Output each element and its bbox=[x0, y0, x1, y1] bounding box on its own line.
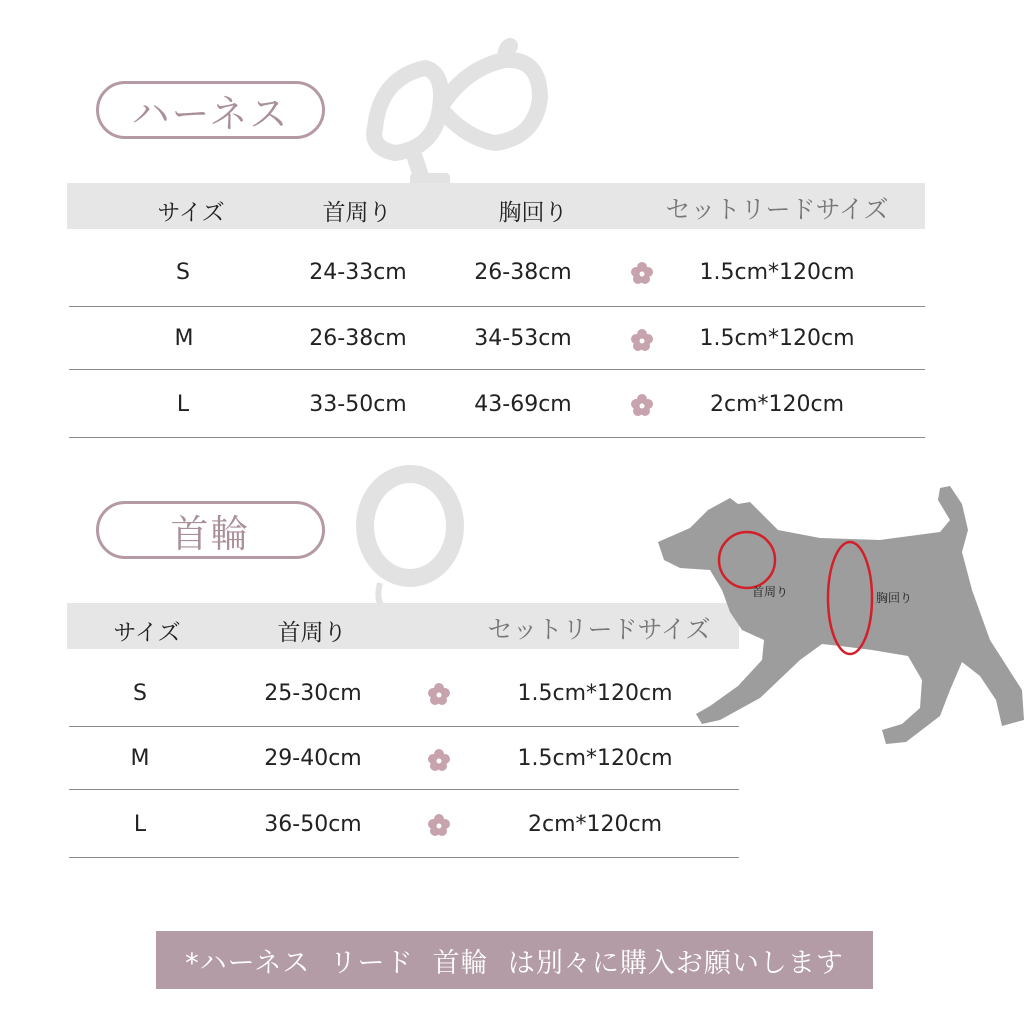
harness-row-s-chest: 26-38cm bbox=[474, 260, 572, 285]
collar-row-l-neck: 36-50cm bbox=[264, 812, 362, 837]
collar-header-neck: 首周り bbox=[277, 620, 347, 646]
harness-row-s-leash: 1.5cm*120cm bbox=[699, 260, 855, 285]
collar-row-s-leash: 1.5cm*120cm bbox=[517, 681, 673, 706]
collar-row-s-neck: 25-30cm bbox=[264, 681, 362, 706]
harness-row-s-neck: 24-33cm bbox=[309, 260, 407, 285]
flower-icon bbox=[629, 260, 655, 286]
harness-header-leash: セットリードサイズ bbox=[665, 195, 889, 224]
harness-row-m-size: M bbox=[174, 326, 194, 351]
flower-icon bbox=[426, 812, 452, 838]
collar-header-size: サイズ bbox=[113, 620, 181, 646]
harness-illustration bbox=[355, 38, 555, 198]
harness-row-m-neck: 26-38cm bbox=[309, 326, 407, 351]
flower-icon bbox=[629, 392, 655, 418]
footer-note: *ハーネス リード 首輪 は別々に購入お願いします bbox=[185, 947, 844, 979]
collar-row-l-size: L bbox=[133, 812, 147, 837]
dog-neck-label: 首周り bbox=[752, 585, 789, 599]
harness-header-neck: 首周り bbox=[322, 200, 392, 226]
harness-row-s-size: S bbox=[176, 260, 190, 285]
dog-chest-label: 胸回り bbox=[876, 591, 913, 605]
dog-illustration bbox=[650, 480, 1024, 750]
collar-header-leash: セットリードサイズ bbox=[487, 615, 711, 644]
harness-divider bbox=[69, 369, 925, 370]
footer-note-banner bbox=[156, 931, 873, 989]
harness-header-chest: 胸回り bbox=[498, 200, 568, 226]
harness-divider bbox=[69, 437, 925, 438]
collar-illustration bbox=[345, 458, 475, 618]
collar-title-pill bbox=[96, 501, 325, 559]
collar-row-s-size: S bbox=[133, 681, 147, 706]
harness-row-m-leash: 1.5cm*120cm bbox=[699, 326, 855, 351]
harness-row-l-neck: 33-50cm bbox=[309, 392, 407, 417]
flower-icon bbox=[426, 747, 452, 773]
harness-title-pill bbox=[96, 81, 325, 139]
harness-title: ハーネス bbox=[131, 91, 290, 136]
collar-divider bbox=[69, 726, 739, 727]
collar-row-l-leash: 2cm*120cm bbox=[527, 812, 663, 837]
collar-row-m-neck: 29-40cm bbox=[264, 746, 362, 771]
flower-icon bbox=[426, 681, 452, 707]
collar-row-m-size: M bbox=[130, 746, 150, 771]
collar-divider bbox=[69, 857, 739, 858]
collar-divider bbox=[69, 789, 739, 790]
harness-header-size: サイズ bbox=[157, 200, 225, 226]
collar-title: 首輪 bbox=[170, 511, 251, 556]
harness-divider bbox=[69, 306, 925, 307]
harness-row-l-chest: 43-69cm bbox=[474, 392, 572, 417]
collar-row-m-leash: 1.5cm*120cm bbox=[517, 746, 673, 771]
harness-row-l-leash: 2cm*120cm bbox=[709, 392, 845, 417]
harness-row-m-chest: 34-53cm bbox=[474, 326, 572, 351]
flower-icon bbox=[629, 327, 655, 353]
harness-row-l-size: L bbox=[176, 392, 190, 417]
